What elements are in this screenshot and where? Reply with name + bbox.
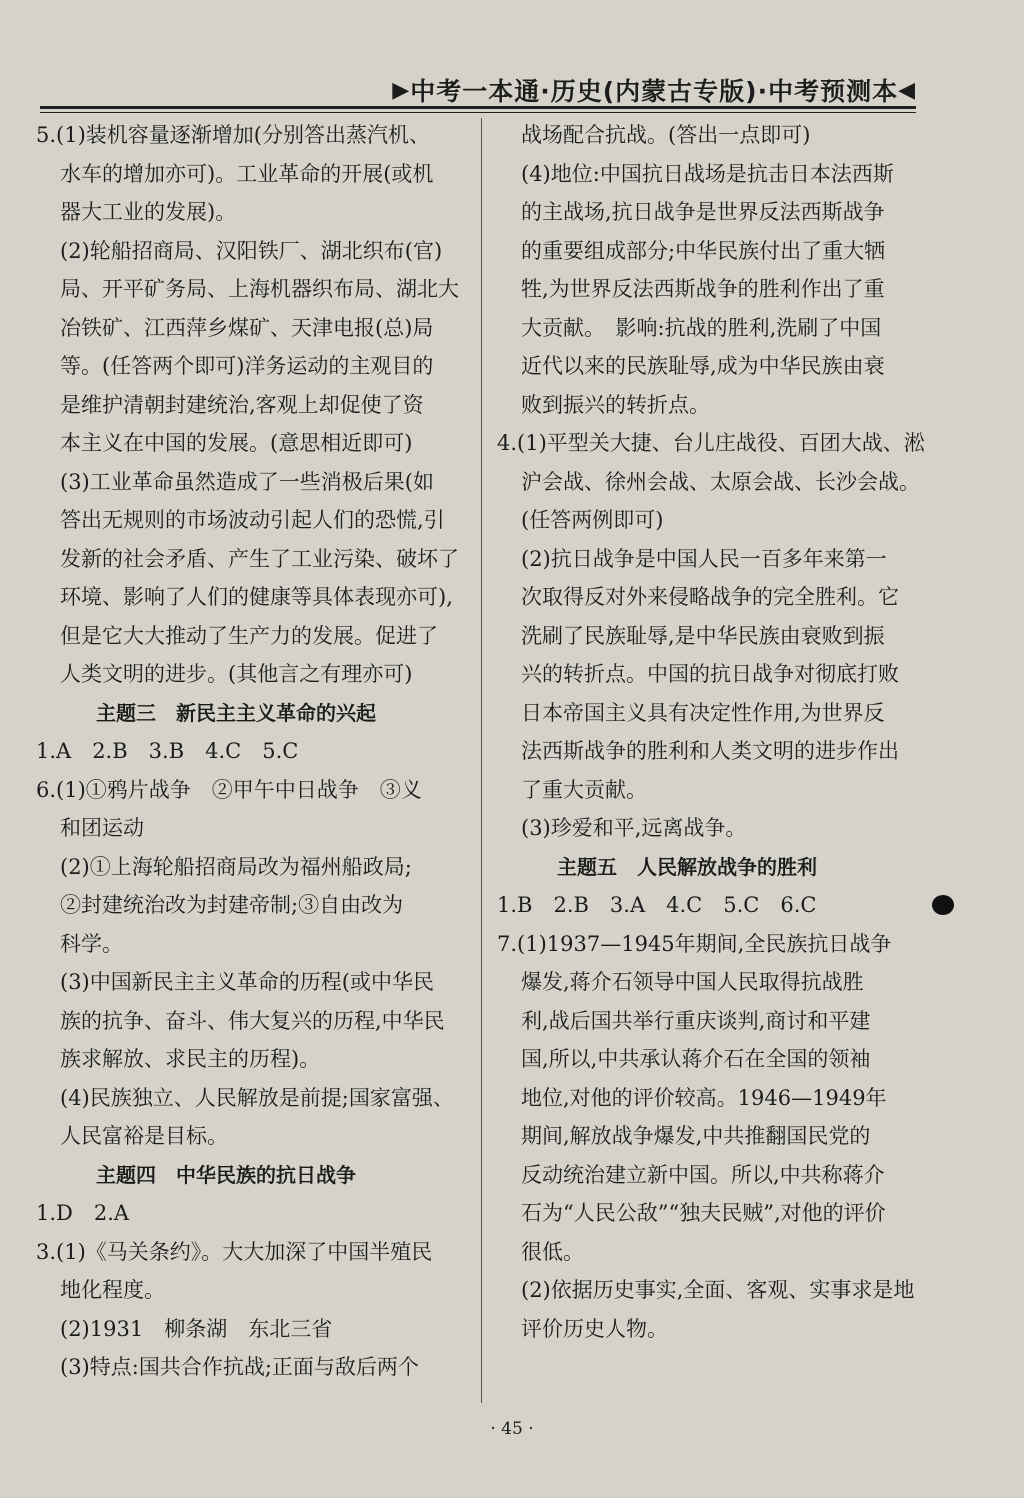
text-line: 大贡献。 影响:抗战的胜利,洗刷了中国 bbox=[521, 315, 882, 340]
text-line: 评价历史人物。 bbox=[521, 1316, 668, 1341]
text-line: 日本帝国主义具有决定性作用,为世界反 bbox=[521, 700, 885, 725]
text-line: 3.(1)《马关条约》。大大加深了中国半殖民 bbox=[36, 1239, 433, 1264]
text-line: 等。(任答两个即可)洋务运动的主观目的 bbox=[60, 354, 434, 378]
text-line: 近代以来的民族耻辱,成为中华民族由衰 bbox=[521, 354, 885, 378]
text-line: 地位,对他的评价较高。1946—1949年 bbox=[521, 1085, 887, 1110]
text-line: 5.(1)装机容量逐渐增加(分别答出蒸汽机、 bbox=[36, 123, 430, 147]
ink-blot bbox=[932, 895, 954, 915]
text-line: 冶铁矿、江西萍乡煤矿、天津电报(总)局 bbox=[60, 315, 434, 340]
text-line: 期间,解放战争爆发,中共推翻国民党的 bbox=[521, 1124, 871, 1148]
text-line: 了重大贡献。 bbox=[521, 777, 647, 802]
text-line: 国,所以,中共承认蒋介石在全国的领袖 bbox=[521, 1047, 871, 1071]
text-line: 水车的增加亦可)。工业革命的开展(或机 bbox=[60, 161, 434, 186]
text-line: (2)抗日战争是中国人民一百多年来第一 bbox=[521, 546, 887, 571]
text-line: 是维护清朝封建统治,客观上却促使了资 bbox=[60, 392, 424, 417]
text-line: 1.A 2.B 3.B 4.C 5.C bbox=[36, 739, 299, 763]
text-line: 族求解放、求民主的历程)。 bbox=[60, 1047, 321, 1071]
text-line: 和团运动 bbox=[60, 816, 144, 840]
text-line: 次取得反对外来侵略战争的完全胜利。它 bbox=[521, 585, 899, 609]
text-line: 4.(1)平型关大捷、台儿庄战役、百团大战、淞 bbox=[497, 431, 925, 455]
text-line: (4)地位:中国抗日战场是抗击日本法西斯 bbox=[521, 161, 894, 186]
text-line: 本主义在中国的发展。(意思相近即可) bbox=[60, 431, 413, 455]
text-line: (4)民族独立、人民解放是前提;国家富强、 bbox=[60, 1085, 454, 1110]
text-line: 器大工业的发展)。 bbox=[60, 200, 237, 224]
page-number: · 45 · bbox=[490, 1419, 534, 1439]
text-line: 爆发,蒋介石领导中国人民取得抗战胜 bbox=[521, 970, 864, 994]
text-line: 地化程度。 bbox=[60, 1278, 165, 1302]
text-line: (3)中国新民主主义革命的历程(或中华民 bbox=[60, 970, 434, 994]
header-title: 中考一本通·历史(内蒙古专版)·中考预测本 bbox=[410, 77, 899, 106]
text-line: 石为“人民公敌”“独夫民贼”,对他的评价 bbox=[521, 1201, 886, 1225]
text-line: (3)工业革命虽然造成了一些消极后果(如 bbox=[60, 469, 434, 494]
text-line: ②封建统治改为封建帝制;③自由改为 bbox=[60, 893, 404, 917]
text-line: 的主战场,抗日战争是世界反法西斯战争 bbox=[521, 200, 885, 224]
text-line: 6.(1)①鸦片战争 ②甲午中日战争 ③义 bbox=[36, 777, 422, 802]
text-line: (3)特点:国共合作抗战;正面与敌后两个 bbox=[60, 1355, 419, 1379]
text-line: 环境、影响了人们的健康等具体表现亦可), bbox=[60, 585, 453, 609]
text-line: 7.(1)1937—1945年期间,全民族抗日战争 bbox=[497, 931, 892, 956]
text-line: (2)①上海轮船招商局改为福州船政局; bbox=[60, 854, 412, 879]
text-line: 局、开平矿务局、上海机器织布局、湖北大 bbox=[60, 277, 459, 301]
text-line: (2)依据历史事实,全面、客观、实事求是地 bbox=[521, 1278, 915, 1302]
text-line: (2)1931 柳条湖 东北三省 bbox=[60, 1316, 333, 1341]
text-line: 兴的转折点。中国的抗日战争对彻底打败 bbox=[521, 662, 899, 686]
text-line: 但是它大大推动了生产力的发展。促进了 bbox=[60, 623, 438, 648]
text-line: 答出无规则的市场波动引起人们的恐慌,引 bbox=[60, 508, 445, 532]
left-column bbox=[36, 116, 464, 1387]
text-line: (2)轮船招商局、汉阳铁厂、湖北织布(官) bbox=[60, 238, 443, 263]
text-line: 科学。 bbox=[60, 931, 123, 956]
right-column bbox=[497, 116, 925, 1348]
text-line: 1.D 2.A bbox=[36, 1201, 130, 1225]
page-header bbox=[392, 72, 916, 108]
text-line: 人类文明的进步。(其他言之有理亦可) bbox=[60, 662, 413, 686]
text-line: 族的抗争、奋斗、伟大复兴的历程,中华民 bbox=[60, 1008, 445, 1033]
play-left-icon: ◀ bbox=[898, 77, 916, 103]
text-line: 很低。 bbox=[521, 1239, 584, 1264]
text-line: 的重要组成部分;中华民族付出了重大牺 bbox=[521, 238, 886, 263]
text-line: 1.B 2.B 3.A 4.C 5.C 6.C bbox=[497, 893, 817, 917]
text-line: 人民富裕是目标。 bbox=[60, 1124, 228, 1148]
text-line: 发新的社会矛盾、产生了工业污染、破坏了 bbox=[60, 546, 459, 571]
text-line: 利,战后国共举行重庆谈判,商讨和平建 bbox=[521, 1008, 871, 1033]
text-line: 败到振兴的转折点。 bbox=[521, 392, 710, 417]
text-line: 反动统治建立新中国。所以,中共称蒋介 bbox=[521, 1162, 885, 1187]
section-heading: 主题三 新民主主义革命的兴起 bbox=[96, 700, 376, 725]
column-divider bbox=[481, 118, 482, 1403]
text-line: 战场配合抗战。(答出一点即可) bbox=[521, 123, 811, 147]
text-line: (任答两例即可) bbox=[521, 508, 664, 532]
text-line: 牲,为世界反法西斯战争的胜利作出了重 bbox=[521, 277, 885, 301]
section-heading: 主题五 人民解放战争的胜利 bbox=[557, 854, 817, 879]
header-rule bbox=[40, 106, 916, 113]
play-right-icon: ▶ bbox=[392, 77, 411, 103]
text-line: (3)珍爱和平,远离战争。 bbox=[521, 816, 747, 840]
section-heading: 主题四 中华民族的抗日战争 bbox=[96, 1162, 356, 1187]
text-line: 洗刷了民族耻辱,是中华民族由衰败到振 bbox=[521, 623, 885, 648]
text-line: 法西斯战争的胜利和人类文明的进步作出 bbox=[521, 739, 899, 763]
text-line: 沪会战、徐州会战、太原会战、长沙会战。 bbox=[521, 469, 920, 494]
